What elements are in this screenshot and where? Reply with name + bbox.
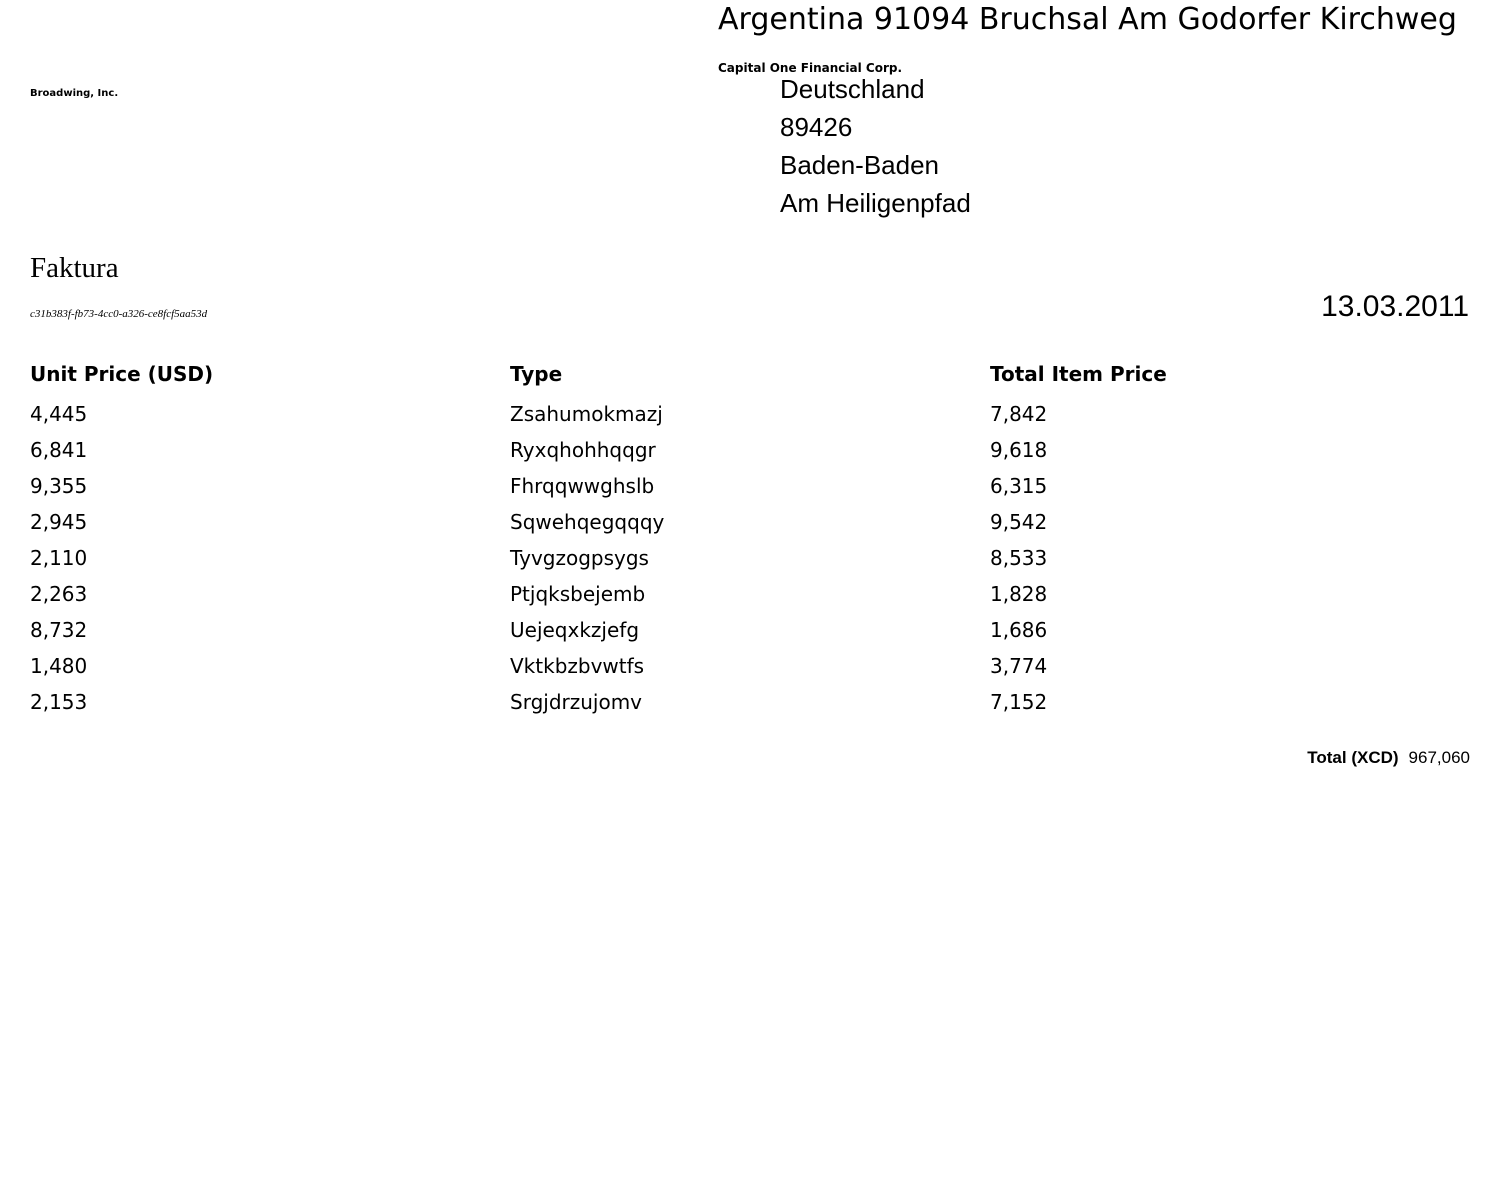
table-row	[30, 540, 1470, 576]
cell-type: Ryxqhohhqqgr	[510, 438, 656, 462]
cell-unit-price: 2,945	[30, 510, 88, 534]
recipient-postal-code: 89426	[780, 112, 853, 142]
table-row	[30, 684, 1470, 720]
cell-unit-price: 9,355	[30, 474, 88, 498]
table-row	[30, 432, 1470, 468]
table-row	[30, 648, 1470, 684]
cell-type: Zsahumokmazj	[510, 402, 663, 426]
header-unit-price: Unit Price (USD)	[30, 362, 214, 386]
table-row	[30, 504, 1470, 540]
cell-type: Tyvgzogpsygs	[510, 546, 649, 570]
cell-total-item-price: 9,542	[990, 510, 1048, 534]
table-row	[30, 396, 1470, 432]
cell-total-item-price: 8,533	[990, 546, 1048, 570]
document-date: 13.03.2011	[1321, 290, 1469, 323]
sender-company: Broadwing, Inc.	[30, 88, 119, 99]
cell-type: Fhrqqwwghslb	[510, 474, 655, 498]
cell-type: Uejeqxkzjefg	[510, 618, 640, 642]
recipient-address	[780, 70, 971, 222]
cell-type: Ptjqksbejemb	[510, 582, 646, 606]
cell-type: Sqwehqegqqqy	[510, 510, 665, 534]
document-id: c31b383f-fb73-4cc0-a326-ce8fcf5aa53d	[30, 308, 208, 320]
cell-total-item-price: 6,315	[990, 474, 1048, 498]
cell-type: Vktkbzbvwtfs	[510, 654, 645, 678]
recipient-country: Deutschland	[780, 74, 925, 104]
total-label: Total (XCD)	[1307, 748, 1399, 767]
table-row	[30, 468, 1470, 504]
recipient-city: Baden-Baden	[780, 150, 940, 180]
recipient-street: Am Heiligenpfad	[780, 188, 971, 218]
cell-total-item-price: 1,686	[990, 618, 1048, 642]
sender-address-line: Argentina 91094 Bruchsal Am Godorfer Kirchweg	[718, 2, 1457, 37]
header-total-item-price: Total Item Price	[990, 362, 1167, 386]
cell-total-item-price: 7,842	[990, 402, 1048, 426]
invoice-total	[1307, 745, 1470, 771]
table-row	[30, 576, 1470, 612]
cell-unit-price: 4,445	[30, 402, 88, 426]
document-title: Faktura	[30, 252, 119, 284]
table-header	[30, 356, 1470, 392]
cell-type: Srgjdrzujomv	[510, 690, 643, 714]
recipient-company: Capital One Financial Corp.	[718, 61, 903, 75]
cell-unit-price: 8,732	[30, 618, 88, 642]
cell-unit-price: 2,153	[30, 690, 88, 714]
total-value: 967,060	[1408, 748, 1470, 767]
cell-unit-price: 2,263	[30, 582, 88, 606]
header-type: Type	[510, 362, 563, 386]
cell-total-item-price: 7,152	[990, 690, 1048, 714]
cell-total-item-price: 3,774	[990, 654, 1048, 678]
items-table	[30, 356, 1470, 720]
cell-unit-price: 6,841	[30, 438, 88, 462]
cell-unit-price: 2,110	[30, 546, 88, 570]
cell-unit-price: 1,480	[30, 654, 88, 678]
cell-total-item-price: 1,828	[990, 582, 1048, 606]
cell-total-item-price: 9,618	[990, 438, 1048, 462]
table-row	[30, 612, 1470, 648]
